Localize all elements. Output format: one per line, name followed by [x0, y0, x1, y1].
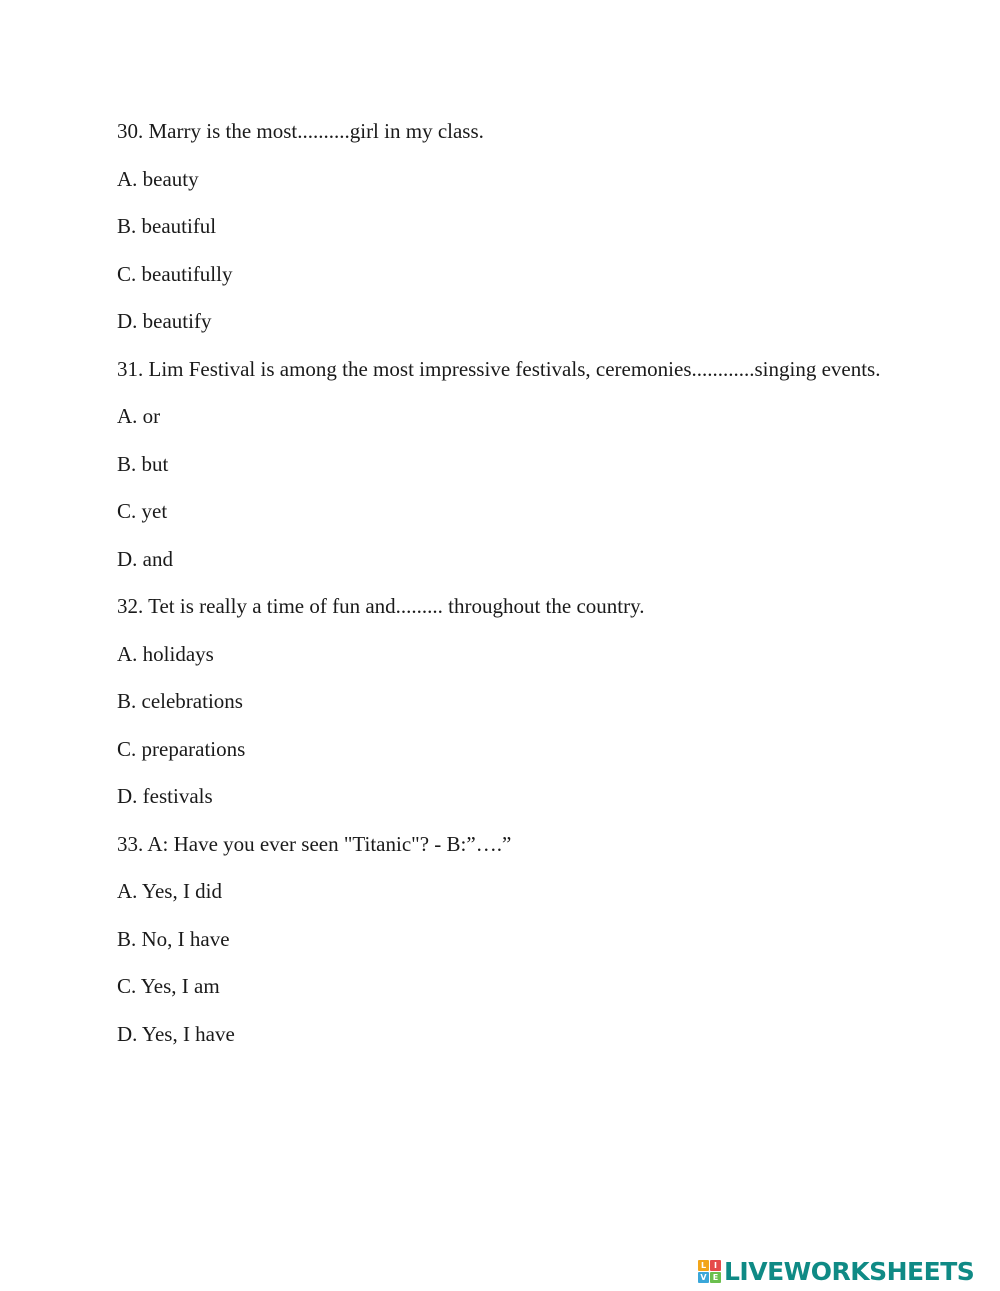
question-33 [117, 825, 897, 1053]
question-31 [117, 350, 897, 578]
question-text: 30. Marry is the most..........girl in my class. [117, 119, 484, 143]
option-b[interactable]: B. celebrations [117, 689, 243, 713]
option-b[interactable]: B. No, I have [117, 926, 230, 951]
option-b[interactable]: B. but [117, 451, 169, 476]
logo-tile-e: E [710, 1272, 721, 1283]
logo-tile-l: L [698, 1260, 709, 1271]
question-text: 31. Lim Festival is among the most impressive festivals, ceremonies............singing events. [117, 356, 881, 381]
option-a[interactable]: A. holidays [117, 641, 214, 666]
option-d[interactable]: D. Yes, I have [117, 1021, 235, 1046]
option-a[interactable]: A. beauty [117, 166, 199, 191]
question-text: 33. A: Have you ever seen "Titanic"? - B:”….” [117, 831, 512, 856]
option-c[interactable]: C. preparations [117, 736, 246, 761]
question-32 [117, 587, 897, 815]
option-a[interactable]: A. Yes, I did [117, 879, 223, 903]
option-b[interactable]: B. beautiful [117, 214, 217, 238]
liveworksheets-logo-icon [698, 1260, 721, 1283]
option-c[interactable]: C. Yes, I am [117, 974, 220, 998]
option-a[interactable]: A. or [117, 404, 161, 428]
question-text: 32. Tet is really a time of fun and......... throughout the country. [117, 594, 645, 618]
liveworksheets-logo [698, 1257, 974, 1285]
liveworksheets-logo-text: LIVEWORKSHEETS [724, 1256, 975, 1286]
option-d[interactable]: D. festivals [117, 784, 213, 808]
question-30 [117, 112, 897, 340]
option-d[interactable]: D. and [117, 546, 173, 571]
worksheet-content [117, 112, 897, 1062]
logo-tile-i: I [710, 1260, 721, 1271]
option-d[interactable]: D. beautify [117, 309, 212, 333]
option-c[interactable]: C. beautifully [117, 261, 233, 286]
option-c[interactable]: C. yet [117, 499, 168, 523]
logo-tile-v: V [698, 1272, 709, 1283]
